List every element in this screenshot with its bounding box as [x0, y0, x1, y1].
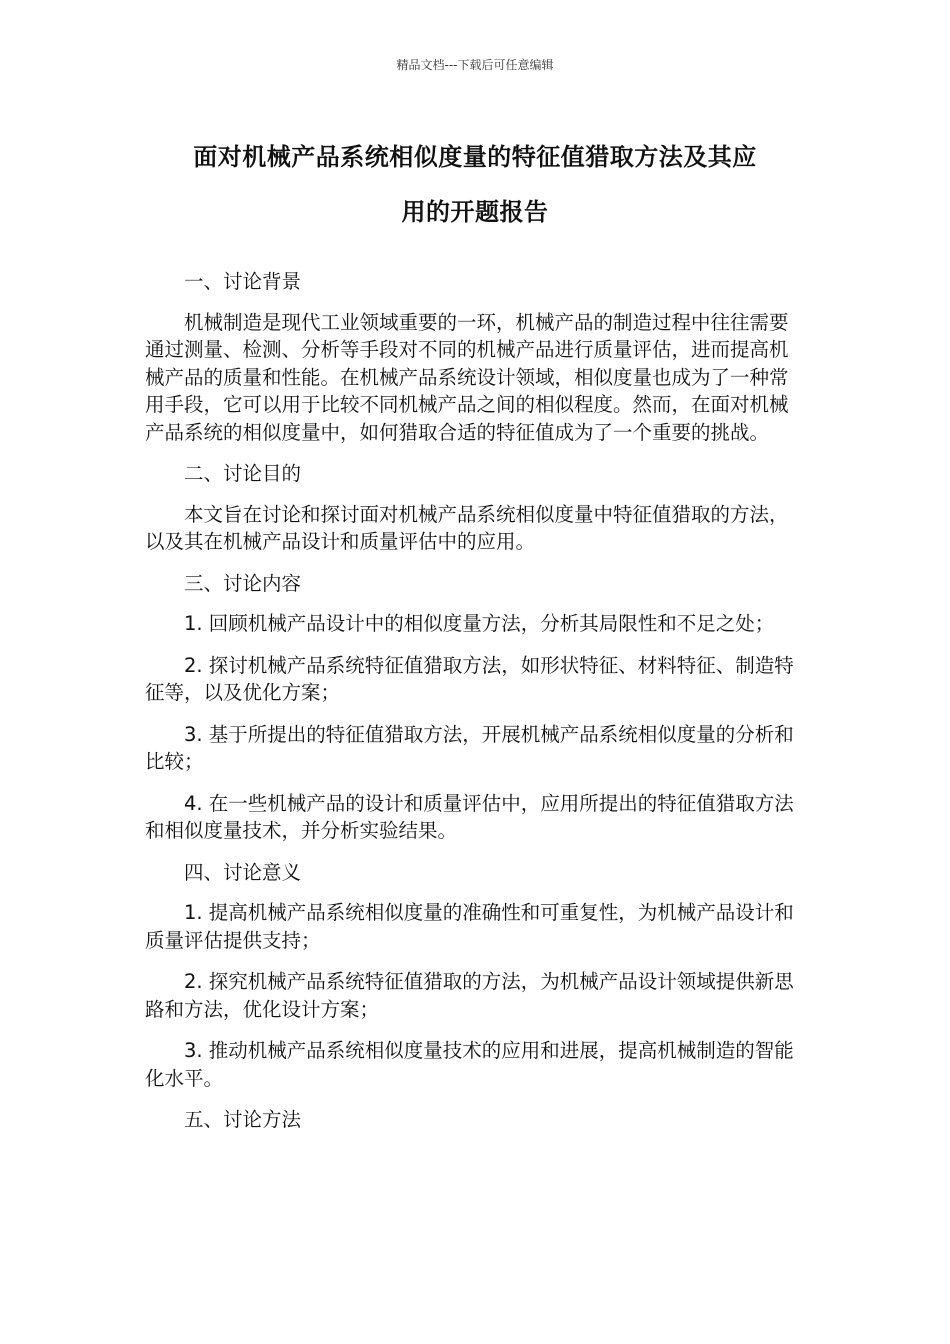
document-body	[145, 268, 805, 1147]
section-heading-significance: 四、讨论意义	[184, 860, 302, 884]
significance-list-item: 2. 探究机械产品系统特征值猎取的方法，为机械产品设计领域提供新思路和方法，优化设计方案；	[145, 970, 794, 1021]
paragraph-purpose: 本文旨在讨论和探讨面对机械产品系统相似度量中特征值猎取的方法，以及其在机械产品设计和质量评估中的应用。	[145, 502, 789, 553]
document-header-note: 精品文档---下载后可任意编辑	[396, 58, 554, 72]
content-list-item: 1. 回顾机械产品设计中的相似度量方法，分析其局限性和不足之处；	[184, 612, 775, 635]
content-list-item: 4. 在一些机械产品的设计和质量评估中，应用所提出的特征值猎取方法和相似度量技术，并分析实验结果。	[145, 791, 794, 842]
significance-list-item: 1. 提高机械产品系统相似度量的准确性和可重复性，为机械产品设计和质量评估提供支持；	[145, 901, 794, 952]
paragraph-background: 机械制造是现代工业领域重要的一环，机械产品的制造过程中往往需要通过测量、检测、分析等手段对不同的机械产品进行质量评估，进而提高机械产品的质量和性能。在机械产品系统设计领域，相似度量也成为了一种常用手段，它可以用于比较不同机械产品之间的相似程度。然而，在面对机械产品系统的相似度量中，如何猎取合适的特征值成为了一个重要的挑战。	[145, 310, 789, 444]
document-title-line-1: 面对机械产品系统相似度量的特征值猎取方法及其应	[193, 143, 757, 171]
section-heading-content: 三、讨论内容	[184, 571, 302, 595]
content-list-item: 2. 探讨机械产品系统特征值猎取方法，如形状特征、材料特征、制造特征等，以及优化方案；	[145, 653, 794, 704]
document-title-line-2: 用的开题报告	[401, 198, 549, 226]
content-list-item: 3. 基于所提出的特征值猎取方法，开展机械产品系统相似度量的分析和比较；	[145, 722, 794, 773]
significance-list-item: 3. 推动机械产品系统相似度量技术的应用和进展，提高机械制造的智能化水平。	[145, 1039, 794, 1090]
section-heading-background: 一、讨论背景	[184, 270, 302, 293]
section-heading-method: 五、讨论方法	[184, 1108, 302, 1131]
section-heading-purpose: 二、讨论目的	[184, 462, 302, 485]
